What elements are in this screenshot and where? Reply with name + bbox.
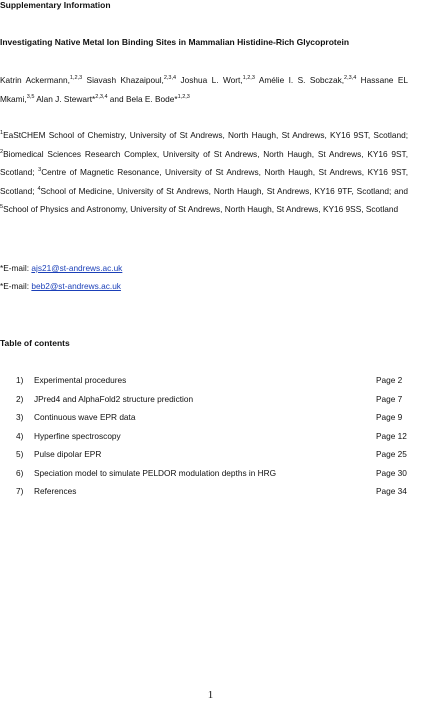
toc-heading: Table of contents [0, 338, 70, 348]
author: Amélie I. S. Sobczak,$^{2,3,4}$ [254, 75, 357, 85]
author: Alan J. Stewart*$^{2,3,4}$ [34, 94, 108, 104]
email-link[interactable]: beb2@st-andrews.ac.uk [31, 281, 121, 291]
toc-entry: 1) Experimental procedures Page 2 [16, 375, 403, 385]
affiliation: $^5$School of Physics and Astronomy, University of St Andrews, North Haugh, St Andrews, KY16 9SS, Scotland [0, 204, 399, 214]
affiliation: $^1$EaStCHEM School of Chemistry, University of St Andrews, North Haugh, St Andrews, KY16 9ST, Scotland; [0, 130, 408, 140]
author: Hassane EL Mkami,$^{3,5}$ [0, 75, 408, 104]
toc-entry: 3) Continuous wave EPR data Page 9 [16, 412, 403, 422]
affiliation-list [0, 126, 408, 219]
supplementary-heading: Supplementary Information [0, 0, 111, 10]
toc-entry: 4) Hyperfine spectroscopy Page 12 [16, 430, 407, 441]
affiliation: $^3$Centre of Magnetic Resonance, University of St Andrews, North Haugh, St Andrews, KY16 9ST, Scotland; [0, 167, 408, 196]
email-line: *E-mail: ajs21@st-andrews.ac.uk [0, 263, 123, 273]
author: Katrin Ackermann,$^{1,2,3}$ [0, 75, 83, 85]
paper-title: Investigating Native Metal Ion Binding Sites in Mammalian Histidine-Rich Glycoprotein [0, 37, 350, 47]
author-list [0, 71, 408, 109]
toc-entry: 7) References Page 34 [16, 486, 407, 496]
email-line: *E-mail: beb2@st-andrews.ac.uk [0, 281, 121, 291]
toc-entry: 6) Speciation model to simulate PELDOR modulation depths in HRG Page 30 [16, 467, 407, 478]
page-number: 1 [207, 689, 214, 701]
table-of-contents [0, 375, 421, 505]
toc-entry: 5) Pulse dipolar EPR Page 25 [16, 449, 407, 459]
author: Joshua L. Wort,$^{1,2,3}$ [176, 75, 255, 85]
toc-entry: 2) JPred4 and AlphaFold2 structure prediction Page 7 [16, 393, 403, 404]
author: Siavash Khazaipoul,$^{2,3,4}$ [82, 75, 177, 85]
affiliation: $^2$Biomedical Sciences Research Complex, University of St Andrews, North Haugh, St Andrews, KY16 9ST, Scotland; [0, 148, 408, 177]
author: and Bela E. Bode*$^{1,2,3}$ [107, 94, 190, 104]
email-link[interactable]: ajs21@st-andrews.ac.uk [31, 263, 123, 273]
affiliation: $^4$School of Medicine, University of St Andrews, North Haugh, St Andrews, KY16 9TF, Scotland; and [37, 185, 408, 196]
